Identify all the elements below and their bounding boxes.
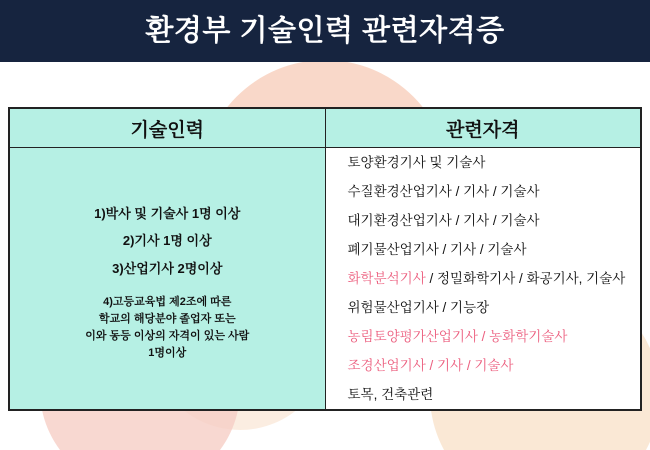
requirement-note-line-2: 학교의 해당분야 졸업자 또는 [98, 313, 236, 326]
certificate-text: 토목, 건축관련 [347, 387, 434, 402]
requirement-note-line-1: 4)고등교육법 제2조에 따른 [103, 296, 232, 309]
certificate-list-item [326, 351, 641, 380]
certificate-text: 대기환경산업기사 / 기사 / 기술사 [347, 213, 540, 228]
certificate-highlight-text: 화학분석기사 [347, 271, 426, 286]
requirement-line-1: 1)박사 및 기술사 1명 이상 [94, 205, 241, 221]
certificate-list-item [326, 264, 641, 293]
certificate-text: 폐기물산업기사 / 기사 / 기술사 [347, 242, 527, 257]
certificate-list-item [326, 322, 641, 351]
certificate-highlight-text: 농림토양평가산업기사 / 농화학기술사 [347, 329, 568, 344]
related-qualification-cell [325, 148, 641, 410]
certificate-highlight-text: 조경산업기사 / 기사 / 기술사 [347, 358, 514, 373]
column-header-technical-personnel: 기술인력 [10, 109, 326, 148]
certificate-list [326, 148, 641, 409]
certificate-text: / 정밀화학기사 / 화공기사, 기술사 [425, 271, 626, 286]
certificate-list-item [326, 235, 641, 264]
requirement-note-line-4: 1명이상 [148, 347, 187, 360]
requirement-note [10, 294, 325, 362]
certificate-list-item [326, 380, 641, 409]
certificate-text: 수질환경산업기사 / 기사 / 기술사 [347, 184, 540, 199]
page-title: 환경부 기술인력 관련자격증 [145, 15, 505, 47]
certificate-list-item [326, 177, 641, 206]
requirement-note-line-3: 이와 동등 이상의 자격이 있는 사람 [85, 330, 250, 343]
certificate-list-item [326, 148, 641, 177]
certificate-list-item [326, 206, 641, 235]
requirement-line-3: 3)산업기사 2명이상 [112, 261, 223, 277]
qualification-table [8, 107, 642, 411]
certificate-list-item [326, 293, 641, 322]
certificate-text: 위험물산업기사 / 기능장 [347, 300, 490, 315]
certificate-text: 토양환경기사 및 기술사 [347, 155, 486, 170]
technical-personnel-cell [10, 148, 326, 410]
table-row [10, 148, 641, 410]
requirement-line-2: 2)기사 1명 이상 [122, 233, 212, 249]
table-header-row [10, 109, 641, 148]
column-header-related-qualification: 관련자격 [325, 109, 641, 148]
